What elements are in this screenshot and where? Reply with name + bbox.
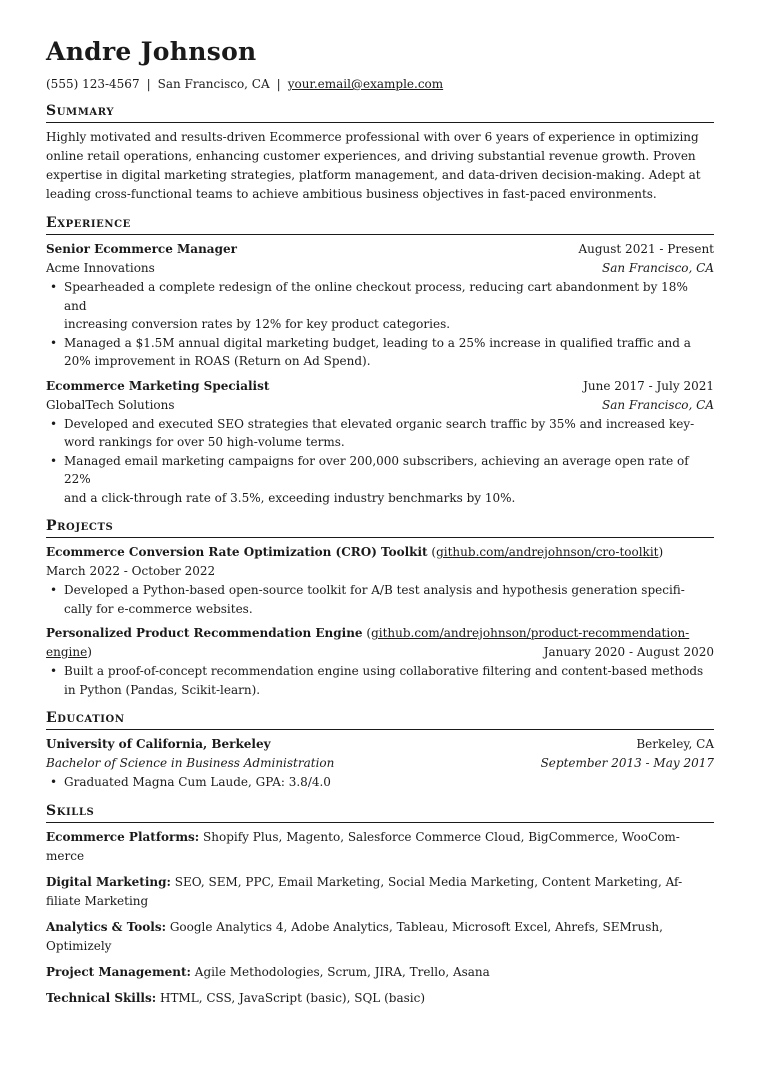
summary-line: expertise in digital marketing strategies, platform management, and data-driven decision-making. Adept at [46, 168, 701, 182]
bullet-line: Managed a $1.5M annual digital marketing budget, leading to a 25% increase in qualified traffic and a [64, 335, 691, 350]
skill-row [46, 873, 714, 911]
bullet-line: word rankings for over 50 high-volume terms. [64, 435, 345, 449]
skill-label: Ecommerce Platforms: [46, 829, 200, 844]
bullet-line: Developed a Python-based open-source toolkit for A/B test analysis and hypothesis generation specifi- [64, 583, 685, 597]
skill-row [46, 963, 714, 982]
project-link[interactable]: engine [46, 645, 88, 659]
separator: | [146, 77, 151, 91]
experience-entry [46, 377, 714, 508]
skill-row [46, 828, 714, 866]
experience-entry [46, 240, 714, 371]
skill-values: Agile Methodologies, Scrum, JIRA, Trello, Asana [194, 964, 490, 979]
project-dates: January 2020 - August 2020 [543, 645, 714, 659]
contact-line [46, 76, 714, 92]
summary-line: leading cross-functional teams to achieve ambitious business objectives in fast-paced environments. [46, 187, 657, 201]
section-title-summary: Summary [46, 102, 714, 123]
education-subheader [46, 754, 714, 773]
bullet-item [64, 415, 714, 452]
bullet-line: Spearheaded a complete redesign of the online checkout process, reducing cart abandonment by 18% and [64, 280, 688, 313]
section-title-education: Education [46, 709, 714, 730]
skill-row [46, 989, 714, 1008]
bullet-line: 20% improvement in ROAS (Return on Ad Spend). [64, 354, 371, 368]
skill-values: filiate Marketing [46, 893, 149, 908]
bullet-line: increasing conversion rates by 12% for key product categories. [64, 317, 451, 331]
job-subheader [46, 396, 714, 415]
project-title: Personalized Product Recommendation Engine [46, 626, 363, 640]
education-dates: September 2013 - May 2017 [540, 756, 714, 770]
email-link[interactable]: your.email@example.com [287, 77, 444, 91]
skill-row [46, 918, 714, 956]
bullet-item [64, 278, 714, 334]
project-title: Ecommerce Conversion Rate Optimization (CRO) Toolkit [46, 545, 428, 559]
candidate-name: Andre Johnson [46, 37, 257, 66]
project-entry [46, 543, 714, 618]
education-header [46, 735, 714, 754]
skill-values: Google Analytics 4, Adobe Analytics, Tableau, Microsoft Excel, Ahrefs, SEMrush, [169, 919, 663, 934]
project-header: Personalized Product Recommendation Engine (github.com/andrejohnson/product-recommendation- [46, 626, 690, 640]
project-bullets [46, 581, 714, 618]
skill-label: Technical Skills: [46, 990, 157, 1005]
bullet-item [64, 581, 714, 618]
bullet-line: Managed email marketing campaigns for over 200,000 subscribers, achieving an average open rate of 22% [64, 453, 689, 486]
skill-values: Shopify Plus, Magento, Salesforce Commerce Cloud, BigCommerce, WooCom- [203, 829, 680, 844]
job-header [46, 377, 714, 396]
skill-values: SEO, SEM, PPC, Email Marketing, Social Media Marketing, Content Marketing, Af- [174, 874, 683, 889]
school-location: Berkeley, CA [636, 737, 714, 751]
skill-values: HTML, CSS, JavaScript (basic), SQL (basic) [160, 990, 426, 1005]
skill-values: Optimizely [46, 938, 112, 953]
section-title-experience: Experience [46, 214, 714, 235]
education-bullets [46, 773, 714, 792]
bullet-line: in Python (Pandas, Scikit-learn). [64, 682, 261, 697]
summary-text [46, 128, 714, 204]
project-entry [46, 624, 714, 699]
bullet-line: Developed and executed SEO strategies that elevated organic search traffic by 35% and increased key- [64, 416, 695, 431]
skills-list [46, 828, 714, 1008]
company: GlobalTech Solutions [46, 397, 175, 412]
job-bullets [46, 415, 714, 508]
job-title: Ecommerce Marketing Specialist [46, 378, 270, 393]
school-name: University of California, Berkeley [46, 737, 271, 751]
summary-line: Highly motivated and results-driven Ecommerce professional with over 6 years of experience in optimizing [46, 130, 699, 144]
bullet-line: Built a proof-of-concept recommendation engine using collaborative filtering and content-based methods [64, 664, 704, 678]
job-subheader [46, 259, 714, 278]
job-header [46, 240, 714, 259]
job-bullets [46, 278, 714, 371]
skill-label: Analytics & Tools: [46, 919, 166, 934]
location: San Francisco, CA [157, 77, 270, 91]
section-title-projects: Projects [46, 517, 714, 538]
job-location: San Francisco, CA [601, 397, 714, 412]
bullet-item: • Graduated Magna Cum Laude, GPA: 3.8/4.0 [64, 773, 714, 792]
skill-label: Project Management: [46, 964, 191, 979]
bullet-item [64, 452, 714, 508]
section-title-skills: Skills [46, 802, 714, 823]
bullet-line: cally for e-commerce websites. [64, 601, 253, 616]
project-dates: March 2022 - October 2022 [46, 564, 216, 578]
job-title: Senior Ecommerce Manager [46, 242, 237, 256]
company: Acme Innovations [46, 261, 155, 275]
project-header: Ecommerce Conversion Rate Optimization (CRO) Toolkit (github.com/andrejohnson/cro-toolkit) [46, 545, 664, 559]
project-dates-row [46, 562, 714, 581]
project-link[interactable]: github.com/andrejohnson/cro-toolkit [436, 545, 659, 559]
degree: Bachelor of Science in Business Administration [46, 756, 335, 770]
project-dates-row: engine) January 2020 - August 2020 [46, 643, 714, 662]
job-location: San Francisco, CA [601, 261, 714, 275]
project-bullets [46, 662, 714, 699]
skill-values: merce [46, 848, 85, 863]
bullet-line: and a click-through rate of 3.5%, exceeding industry benchmarks by 10%. [64, 490, 516, 505]
job-dates: June 2017 - July 2021 [583, 378, 714, 393]
education-entry [46, 735, 714, 792]
separator: | [276, 77, 281, 91]
project-link[interactable]: github.com/andrejohnson/product-recommendation- [371, 626, 690, 640]
skill-label: Digital Marketing: [46, 874, 171, 889]
bullet-item [64, 662, 714, 699]
bullet-item [64, 334, 714, 371]
summary-line: online retail operations, enhancing customer experiences, and driving substantial revenue growth. Proven [46, 149, 696, 163]
phone: (555) 123-4567 [46, 77, 140, 91]
job-dates: August 2021 - Present [578, 242, 714, 256]
